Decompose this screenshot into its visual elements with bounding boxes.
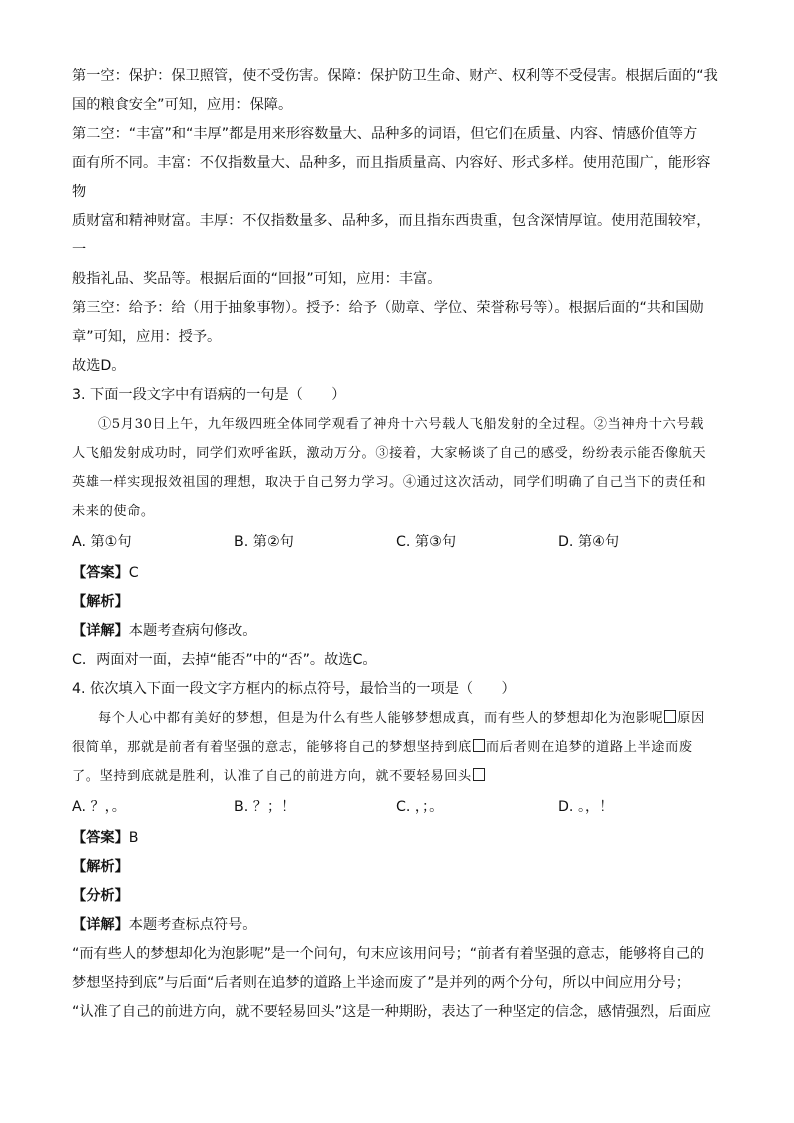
q4-option-b: B. ？；！ xyxy=(234,799,296,815)
q4-analysis xyxy=(72,853,722,882)
q3-stem: 3. 下面一段文字中有语病的一句是（ ） xyxy=(72,387,346,403)
q4-analysis-tag: 【解析】 xyxy=(72,859,129,875)
q3-option-d: D. 第④句 xyxy=(558,534,620,550)
q4-passage-text-1a: 每个人心中都有美好的梦想，但是为什么有些人能够梦想成真，而有些人的梦想却化为泡影呢 xyxy=(98,711,664,726)
q4-passage-text-3a: 了。坚持到底就是胜利，认准了自己的前进方向，就不要轻易回头 xyxy=(72,769,472,784)
q3-passage-line3: 英雄一样实现报效祖国的理想，取决于自己努力学习。④通过这次活动，同学们明确了自己当下的责任和 xyxy=(72,475,707,490)
q4-detail xyxy=(72,911,722,940)
q4-passage-text-2a: 很简单，那就是前者有着坚强的意志，能够将自己的梦想坚持到底 xyxy=(72,740,472,755)
q3-analysis-tag: 【解析】 xyxy=(72,594,129,610)
document-page xyxy=(72,62,722,1027)
q3-answer-value: C xyxy=(128,565,139,581)
q3-options xyxy=(72,528,722,557)
q4-passage-text-2b: 而后者则在追梦的道路上半途而废 xyxy=(485,740,693,755)
q2-conclusion: 故选D。 xyxy=(72,358,126,374)
blank-box-3 xyxy=(473,768,485,781)
q4-detail-line4: “认准了自己的前进方向，就不要轻易回头”这是一种期盼，表达了一种坚定的信念，感情强烈，后面应 xyxy=(72,1004,711,1020)
q3-option-c: C. 第③句 xyxy=(396,534,457,550)
q4-passage-text-1b: 原因 xyxy=(677,711,705,726)
q4-answer xyxy=(72,824,722,853)
q3-passage-line2: 人飞船发射成功时，同学们欢呼雀跃，激动万分。③接着，大家畅谈了自己的感受，纷纷表示能否像航天 xyxy=(72,446,707,461)
q3-option-a: A. 第①句 xyxy=(72,534,132,550)
q2-blank3-line1: 第三空：给予：给（用于抽象事物）。授予：给予（勋章、学位、荣誉称号等）。根据后面的“共和国勋 xyxy=(72,300,704,316)
q4-options xyxy=(72,793,722,822)
q2-blank2-line1: 第二空：“丰富”和“丰厚”都是用来形容数量大、品种多的词语，但它们在质量、内容、情感价值等方 xyxy=(72,126,698,142)
blank-box-2 xyxy=(473,739,485,752)
q4-detail-line2: “而有些人的梦想却化为泡影呢”是一个问句，句末应该用问号；“前者有着坚强的意志，能够将自己的 xyxy=(72,946,705,962)
q4-detail-line3: 梦想坚持到底”与后面“后者则在追梦的道路上半途而废了”是并列的两个分句，所以中间应用分号； xyxy=(72,975,690,991)
q4-passage-line2 xyxy=(72,733,722,762)
q4-passage-line1 xyxy=(72,704,722,733)
q3-passage-line4: 未来的使命。 xyxy=(72,504,155,519)
q3-detail-text: 本题考查病句修改。 xyxy=(128,623,257,639)
q4-answer-value: B xyxy=(128,830,139,846)
q3-analysis xyxy=(72,588,722,617)
q3-detail-line2: C．两面对一面，去掉“能否”中的“否”。故选C。 xyxy=(72,652,377,668)
q2-blank2-line4: 般指礼品、奖品等。根据后面的“回报”可知，应用：丰富。 xyxy=(72,271,442,287)
q4-fenxi-tag: 【分析】 xyxy=(72,888,129,904)
q2-blank1-line2: 国的粮食安全”可知，应用：保障。 xyxy=(72,97,293,113)
q3-passage-line1: ①5月30日上午，九年级四班全体同学观看了神舟十六号载人飞船发射的全过程。②当神舟十六号载 xyxy=(98,417,705,432)
q4-option-a: A. ？，。 xyxy=(72,799,126,815)
q4-option-c: C. ，；。 xyxy=(396,799,444,815)
blank-box-1 xyxy=(664,710,676,723)
q2-blank2-line3: 质财富和精神财富。丰厚：不仅指数量多、品种多，而且指东西贵重，包含深情厚谊。使用范围较窄，一 xyxy=(72,213,711,258)
q4-detail-tag: 【详解】 xyxy=(72,917,129,933)
q3-detail xyxy=(72,617,722,646)
q2-blank3-line2: 章”可知，应用：授予。 xyxy=(72,329,222,345)
q4-fenxi xyxy=(72,882,722,911)
q4-option-d: D. 。，！ xyxy=(558,799,614,815)
q2-blank1-line1: 第一空：保护：保卫照管，使不受伤害。保障：保护防卫生命、财产、权利等不受侵害。根据后面的“我 xyxy=(72,68,718,84)
q4-stem: 4. 依次填入下面一段文字方框内的标点符号，最恰当的一项是（ ） xyxy=(72,681,516,697)
q4-detail-text: 本题考查标点符号。 xyxy=(128,917,257,933)
q2-blank2-line2: 面有所不同。丰富：不仅指数量大、品种多，而且指质量高、内容好、形式多样。使用范围广，能形容物 xyxy=(72,155,711,200)
q3-answer-tag: 【答案】 xyxy=(72,565,129,581)
q3-detail-tag: 【详解】 xyxy=(72,623,129,639)
q4-passage-line3 xyxy=(72,762,722,791)
q3-answer xyxy=(72,559,722,588)
q4-answer-tag: 【答案】 xyxy=(72,830,129,846)
q3-option-b: B. 第②句 xyxy=(234,534,294,550)
